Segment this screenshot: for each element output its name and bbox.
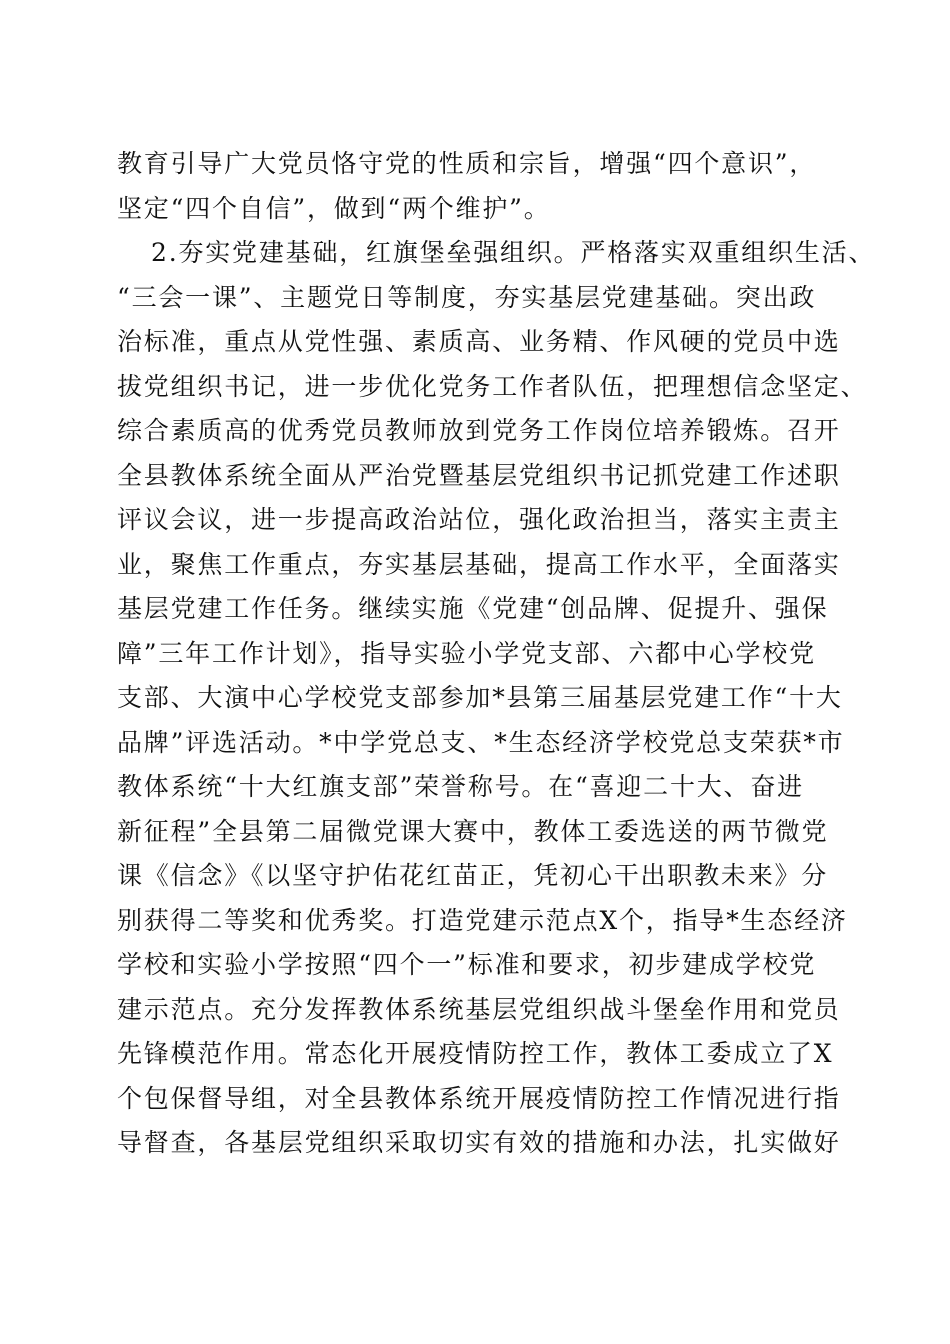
- text-line-12: 障”三年工作计划》，指导实验小学党支部、六都中心学校党: [117, 638, 816, 668]
- text-line-8: 全县教体系统全面从严治党暨基层党组织书记抓党建工作述职: [117, 460, 841, 490]
- text-line-23: 导督查，各基层党组织采取切实有效的措施和办法，扎实做好: [117, 1128, 841, 1157]
- text-line-6: 拔党组织书记，进一步优化党务工作者队伍，把理想信念坚定、: [117, 371, 868, 401]
- text-line-5: 治标准，重点从党性强、素质高、业务精、作风硬的党员中选: [117, 327, 841, 356]
- text-line-10: 业，聚焦工作重点，夯实基层基础，提高工作水平，全面落实: [117, 549, 841, 579]
- text-line-13: 支部、大演中心学校党支部参加*县第三届基层党建工作“十大: [117, 683, 843, 712]
- document-body: [117, 142, 876, 1166]
- text-line-17: 课《信念》《以坚守护佑花红苗正，凭初心干出职教未来》分: [117, 861, 829, 890]
- text-line-21: 先锋模范作用。常态化开展疫情防控工作，教体工委成立了X: [117, 1039, 834, 1068]
- text-line-14: 品牌”评选活动。*中学党总支、*生态经济学校党总支荣获*市: [117, 727, 845, 757]
- text-line-20: 建示范点。充分发挥教体系统基层党组织战斗堡垒作用和党员: [117, 994, 841, 1024]
- text-line-9: 评议会议，进一步提高政治站位，强化政治担当，落实主责主: [117, 505, 841, 534]
- text-line-1: 教育引导广大党员恪守党的性质和宗旨，增强“四个意识”，: [117, 149, 817, 178]
- text-line-4: “三会一课”、主题党日等制度，夯实基层党建基础。突出政: [117, 282, 817, 312]
- paragraph-heading-line: 2.夯实党建基础，红旗堡垒强组织。严格落实双重组织生活、: [151, 238, 876, 267]
- text-line-2: 坚定“四个自信”，做到“两个维护”。: [117, 193, 551, 223]
- text-line-7: 综合素质高的优秀党员教师放到党务工作岗位培养锻炼。召开: [117, 416, 841, 445]
- text-line-22: 个包保督导组，对全县教体系统开展疫情防控工作情况进行指: [117, 1083, 841, 1113]
- text-line-19: 学校和实验小学按照“四个一”标准和要求，初步建成学校党: [117, 950, 817, 979]
- text-line-18: 别获得二等奖和优秀奖。打造党建示范点X个，指导*生态经济: [117, 905, 848, 935]
- text-line-11: 基层党建工作任务。继续实施《党建“创品牌、促提升、强保: [117, 594, 829, 623]
- text-line-15: 教体系统“十大红旗支部”荣誉称号。在“喜迎二十大、奋进: [117, 772, 804, 801]
- text-line-16: 新征程”全县第二届微党课大赛中，教体工委选送的两节微党: [117, 816, 829, 846]
